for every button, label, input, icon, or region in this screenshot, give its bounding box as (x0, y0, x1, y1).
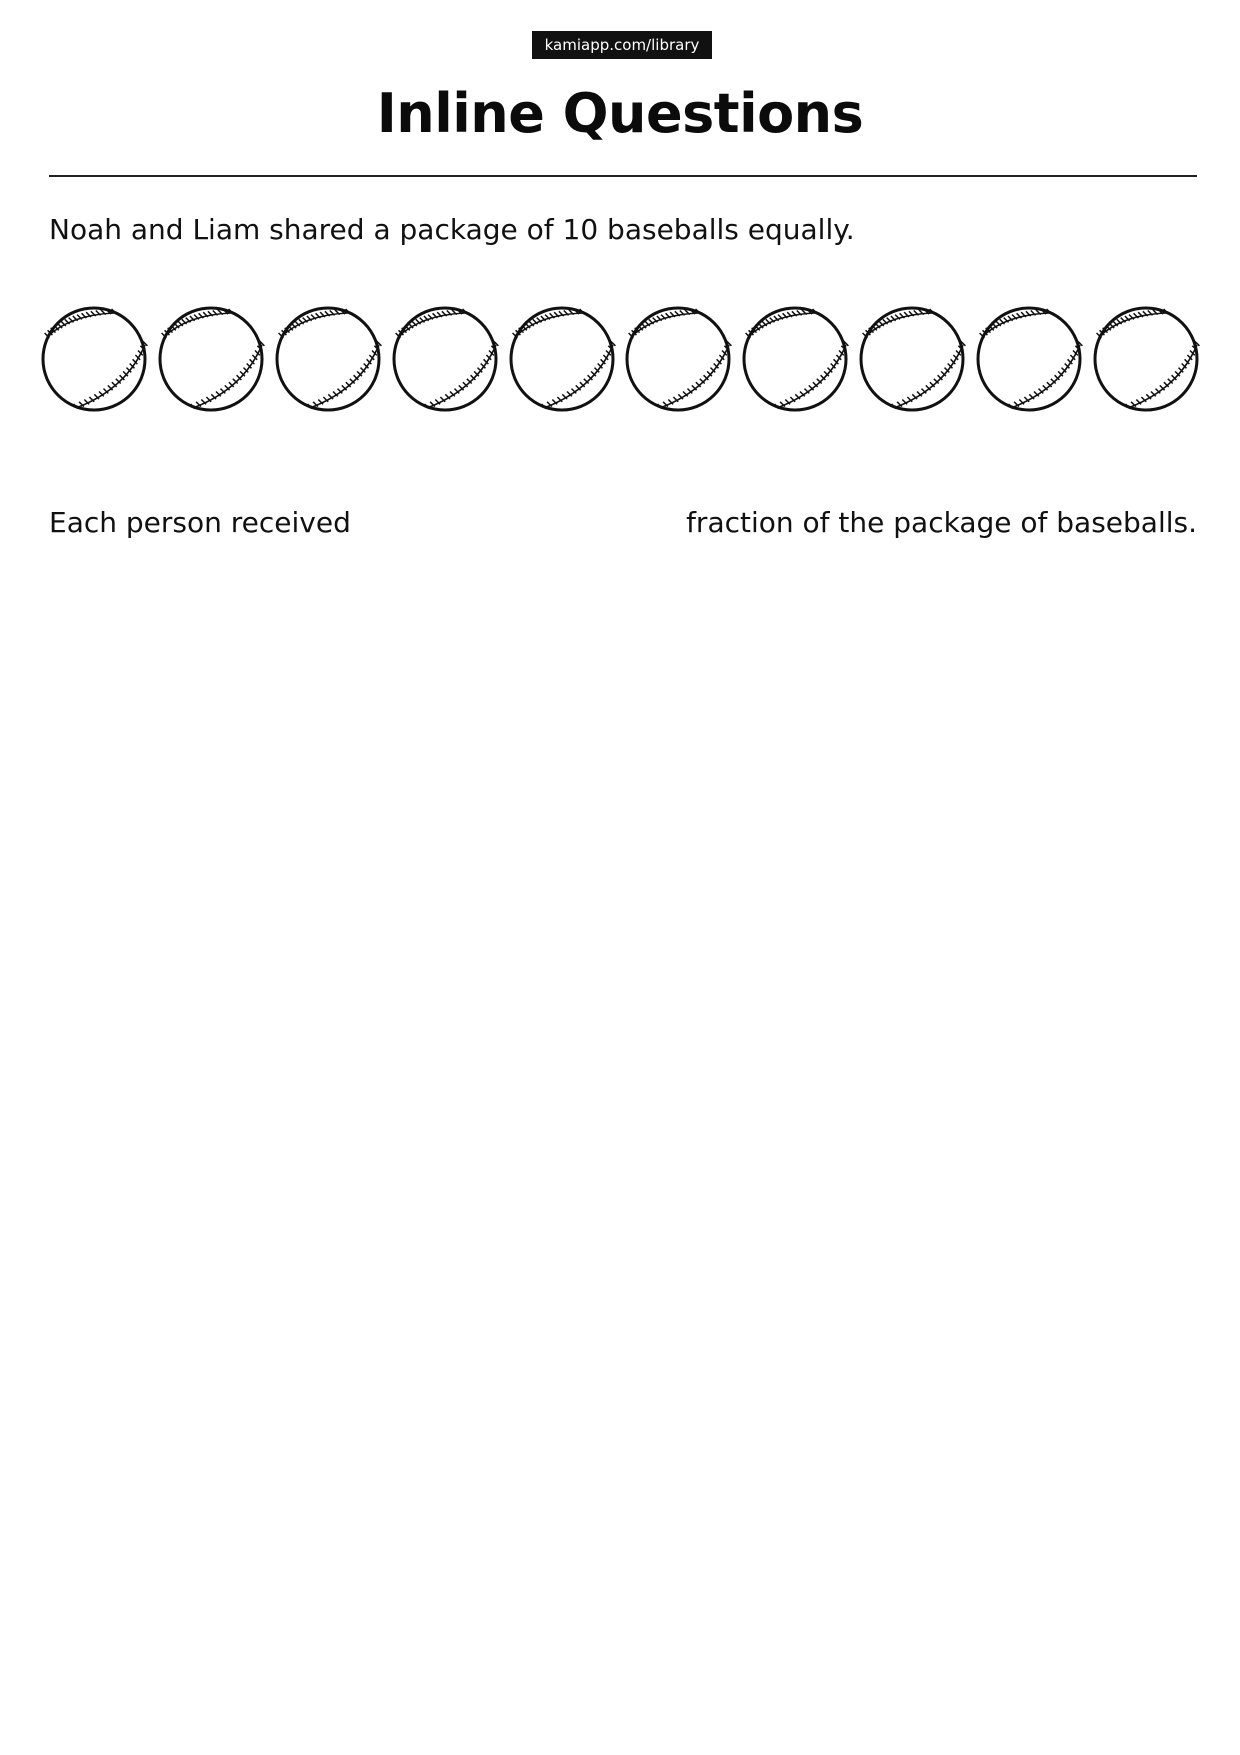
answer-sentence (49, 503, 1197, 543)
baseball-icon (1092, 305, 1200, 413)
baseball-icon (741, 305, 849, 413)
baseball-icon (157, 305, 265, 413)
baseball-row (40, 305, 1200, 415)
library-url-badge: kamiapp.com/library (532, 31, 712, 59)
baseball-icon (975, 305, 1083, 413)
baseball-icon (624, 305, 732, 413)
title-divider (49, 175, 1197, 177)
question-prompt: Noah and Liam shared a package of 10 baseballs equally. (49, 213, 855, 246)
page-title: Inline Questions (376, 82, 864, 145)
answer-text-before: Each person received (49, 506, 351, 539)
baseball-icon (40, 305, 148, 413)
baseball-icon (274, 305, 382, 413)
baseball-icon (508, 305, 616, 413)
baseball-icon (858, 305, 966, 413)
answer-text-after: fraction of the package of baseballs. (686, 506, 1197, 539)
baseball-icon (391, 305, 499, 413)
answer-input[interactable] (379, 505, 683, 543)
